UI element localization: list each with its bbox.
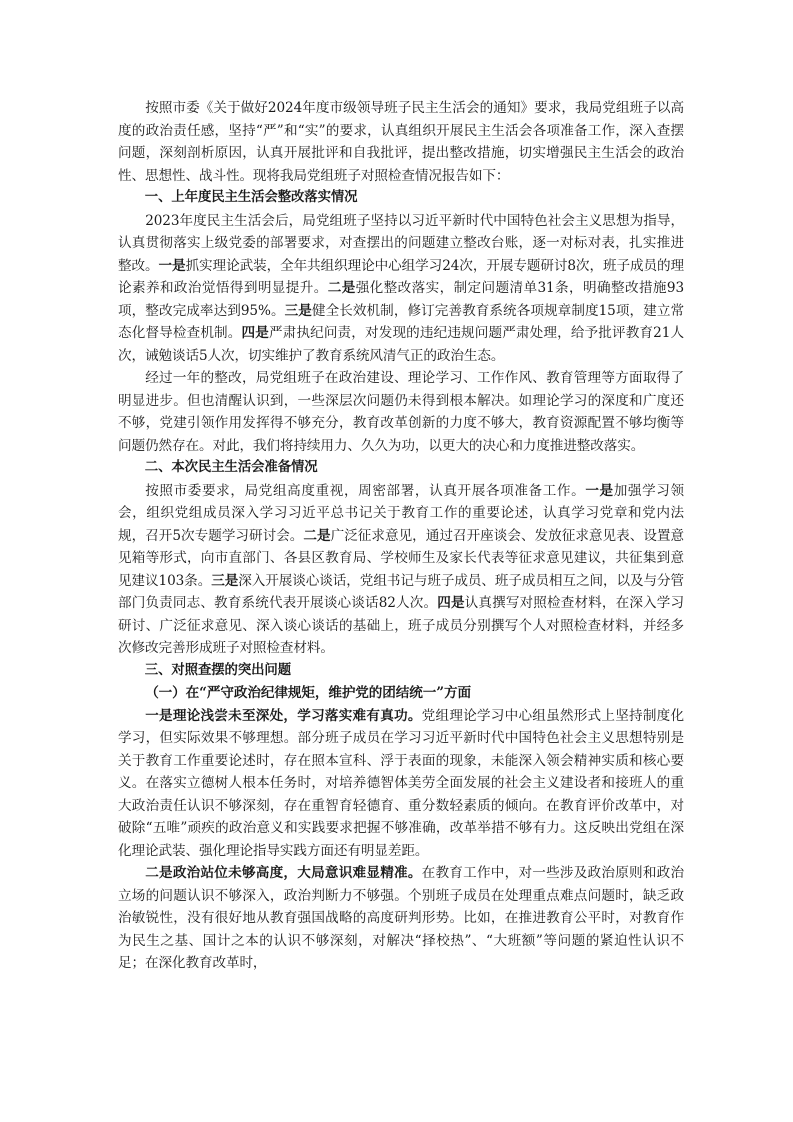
document-body	[118, 97, 684, 975]
point-2-text: 广泛征求意见，通过召开座谈会、发放征求意见表、设置意见箱等形式，向市直部门、各县区教育局、学校师生及家长代表等征求意见建议，共征集到意见建议103条。	[118, 527, 684, 589]
point-4-text: 严肃执纪问责，对发现的违纪违规问题严肃处理，给予批评教育21人次，诫勉谈话5人次，切实维护了教育系统风清气正的政治生态。	[118, 325, 684, 364]
point-2-label: 二是	[303, 527, 331, 544]
section-2-paragraph-1	[118, 480, 684, 660]
section-1-paragraph-1	[118, 210, 684, 368]
problem-2-paragraph	[118, 862, 684, 975]
point-1-label: 一是	[158, 257, 186, 274]
point-2-text: 强化整改落实，制定问题清单31条，明确整改措施93项，整改完成率达到95%。	[118, 280, 685, 319]
section-3-heading: 三、对照查摆的突出问题	[144, 662, 291, 678]
point-4-label: 四是	[241, 325, 269, 341]
point-1-text: 抓实理论武装，全年共组织理论中心组学习24次，开展专题研讨8次，班子成员的理论素养和政治觉悟得到明显提升。	[118, 257, 684, 296]
problem-2-title: 二是政治站位未够高度，大局意识难显精准。	[145, 865, 422, 881]
intro-paragraph: 按照市委《关于做好2024年度市级领导班子民主生活会的通知》要求，我局党组班子以高度的政治责任感，坚持“严”和“实”的要求，认真组织开展民主生活会各项准备工作，深入查摆问题，深刻剖析原因，认真开展批评和自我批评，提出整改措施，切实增强民主生活会的政治性、思想性、战斗性。现将我局党组班子对照检查情况报告如下：	[118, 100, 684, 184]
section-2-lead: 按照市委要求，局党组高度重视，周密部署，认真开展各项准备工作。	[145, 482, 586, 499]
subsection-1-heading: （一）在“严守政治纪律规矩，维护党的团结统一”方面	[145, 685, 471, 701]
problem-2-text: 在教育工作中，对一些涉及政治原则和政治立场的问题认识不够深入，政治判断力不够强。个别班子成员在处理重点难点问题时，缺乏政治敏锐性，没有很好地从教育强国战略的高度研判形势。比如，在推进教育公平时，对教育作为民生之基、国计之本的认识不够深刻，对解决“择校热”、“大班额”等问题的紧迫性认识不足；在深化教育改革时，	[118, 865, 684, 971]
section-1-lead: 2023年度民主生活会后，局党组班子坚持以习近平新时代中国特色社会主义思想为指导，认真贯彻落实上级党委的部署要求，对查摆出的问题建立整改台账，逐一对标对表，扎实推进整改。	[118, 212, 684, 274]
point-3-text: 深入开展谈心谈话，党组书记与班子成员、班子成员相互之间，以及与分管部门负责同志、教育系统代表开展谈心谈话82人次。	[118, 572, 684, 611]
point-3-label: 三是	[284, 302, 312, 319]
point-2-label: 二是	[327, 280, 356, 296]
section-2-heading: 二、本次民主生活会准备情况	[144, 460, 318, 475]
point-3-label: 三是	[211, 572, 239, 589]
point-3-text: 健全长效机制，修订完善教育系统各项规章制度15项，建立常态化督导检查机制。	[118, 302, 684, 341]
point-4-label: 四是	[437, 595, 465, 611]
point-1-label: 一是	[585, 482, 614, 499]
problem-1-paragraph	[118, 705, 684, 863]
point-4-text: 认真撰写对照检查材料，在深入学习研讨、广泛征求意见、深入谈心谈话的基础上，班子成员分别撰写个人对照检查材料，并经多次修改完善形成班子对照检查材料。	[118, 595, 684, 656]
section-1-heading: 一、上年度民主生活会整改落实情况	[144, 190, 358, 205]
point-1-text: 加强学习领会，组织党组成员深入学习习近平总书记关于教育工作的重要论述，认真学习党章和党内法规，召开5次专题学习研讨会。	[118, 482, 685, 544]
problem-1-text: 党组理论学习中心组虽然形式上坚持制度化学习，但实际效果不够理想。部分班子成员在学习习近平新时代中国特色社会主义思想特别是关于教育工作重要论述时，存在照本宣科、浮于表面的现象，未能深入领会精神实质和核心要义。在落实立德树人根本任务时，对培养德智体美劳全面发展的社会主义建设者和接班人的重大政治责任认识不够深刻，存在重智育轻德育、重分数轻素质的倾向。在教育评价改革中，对破除“五唯”顽疾的政治意义和实践要求把握不够准确，改革举措不够有力。这反映出党组在深化理论武装、强化理论指导实践方面还有明显差距。	[118, 707, 684, 859]
section-1-paragraph-2: 经过一年的整改，局党组班子在政治建设、理论学习、工作作风、教育管理等方面取得了明显进步。但也清醒认识到，一些深层次问题仍未得到根本解决。如理论学习的深度和广度还不够，党建引领作用发挥得不够充分，教育改革创新的力度不够大，教育资源配置不够均衡等问题仍然存在。对此，我们将持续用力、久久为功，以更大的决心和力度推进整改落实。	[118, 370, 684, 454]
problem-1-title: 一是理论浅尝未至深处，学习落实难有真功。	[145, 707, 422, 724]
